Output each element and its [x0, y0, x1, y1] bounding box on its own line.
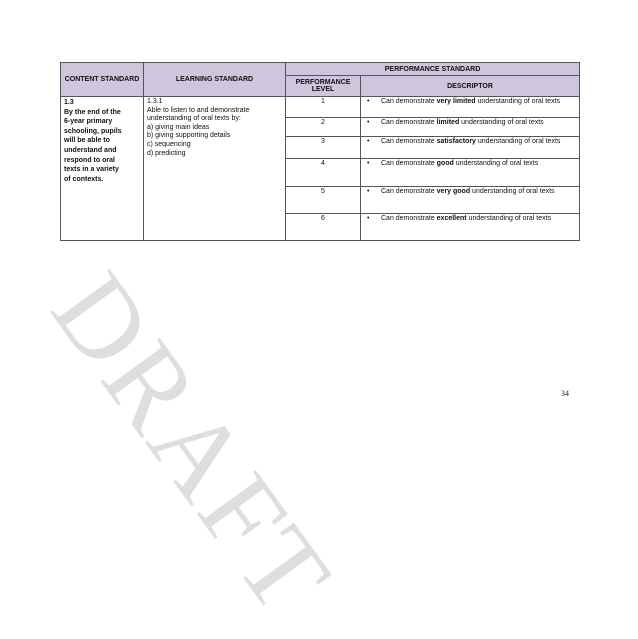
descriptor-6: • Can demonstrate excellent understanding of oral texts — [361, 214, 580, 241]
content-standard-line: By the end of the — [64, 108, 121, 116]
descriptor-keyword: good — [436, 160, 454, 167]
bullet-icon: • — [367, 119, 370, 126]
learning-standard-line: understanding of oral texts by: — [147, 115, 241, 123]
draft-watermark: DRAFT — [28, 251, 356, 638]
performance-level-1: 1 — [286, 97, 361, 118]
performance-level-6: 6 — [286, 214, 361, 241]
content-standard-line: will be able to — [64, 137, 110, 145]
standards-table — [60, 62, 580, 241]
content-standard-line: texts in a variety — [64, 166, 119, 174]
performance-level-4: 4 — [286, 159, 361, 187]
performance-level-header: PERFORMANCE LEVEL — [286, 76, 361, 97]
descriptor-keyword: very good — [436, 188, 471, 195]
descriptor-5: • Can demonstrate very good understanding of oral texts — [361, 187, 580, 214]
descriptor-header: DESCRIPTOR — [361, 76, 580, 97]
content-standard-number: 1.3 — [64, 99, 74, 106]
descriptor-keyword: excellent — [436, 215, 467, 222]
bullet-icon: • — [367, 138, 370, 145]
learning-standard-header: LEARNING STANDARD — [144, 63, 286, 97]
content-standard-line: of contexts. — [64, 175, 104, 183]
performance-level-3: 3 — [286, 137, 361, 159]
learning-standard-line: d) predicting — [147, 149, 186, 157]
content-standard-line: 6-year primary — [64, 118, 113, 126]
descriptor-1: • Can demonstrate very limited understanding of oral texts — [361, 97, 580, 118]
header-row-1 — [61, 63, 580, 76]
bullet-icon: • — [367, 98, 370, 105]
descriptor-keyword: limited — [436, 119, 460, 126]
descriptor-4: • Can demonstrate good understanding of oral texts — [361, 159, 580, 187]
content-standard-line: schooling, pupils — [64, 127, 122, 135]
learning-standard-line: Able to listen to and demonstrate — [147, 106, 250, 114]
learning-standard-cell — [144, 97, 286, 241]
content-standard-line: respond to oral — [64, 156, 115, 164]
descriptor-keyword: satisfactory — [436, 138, 476, 145]
page-number: 34 — [561, 389, 569, 398]
learning-standard-line: c) sequencing — [147, 140, 191, 148]
learning-standard-line: a) giving main ideas — [147, 123, 210, 131]
learning-standard-number: 1.3.1 — [147, 98, 163, 105]
table-row — [61, 97, 580, 118]
content-standard-cell — [61, 97, 144, 241]
performance-level-2: 2 — [286, 118, 361, 137]
bullet-icon: • — [367, 160, 370, 167]
descriptor-2: • Can demonstrate limited understanding of oral texts — [361, 118, 580, 137]
performance-standard-header: PERFORMANCE STANDARD — [286, 63, 580, 76]
descriptor-keyword: very limited — [436, 98, 476, 105]
content-standard-line: understand and — [64, 146, 117, 154]
performance-level-5: 5 — [286, 187, 361, 214]
learning-standard-line: b) giving supporting details — [147, 132, 231, 140]
bullet-icon: • — [367, 188, 370, 195]
content-standard-header: CONTENT STANDARD — [61, 63, 144, 97]
bullet-icon: • — [367, 215, 370, 222]
descriptor-3: • Can demonstrate satisfactory understanding of oral texts — [361, 137, 580, 159]
